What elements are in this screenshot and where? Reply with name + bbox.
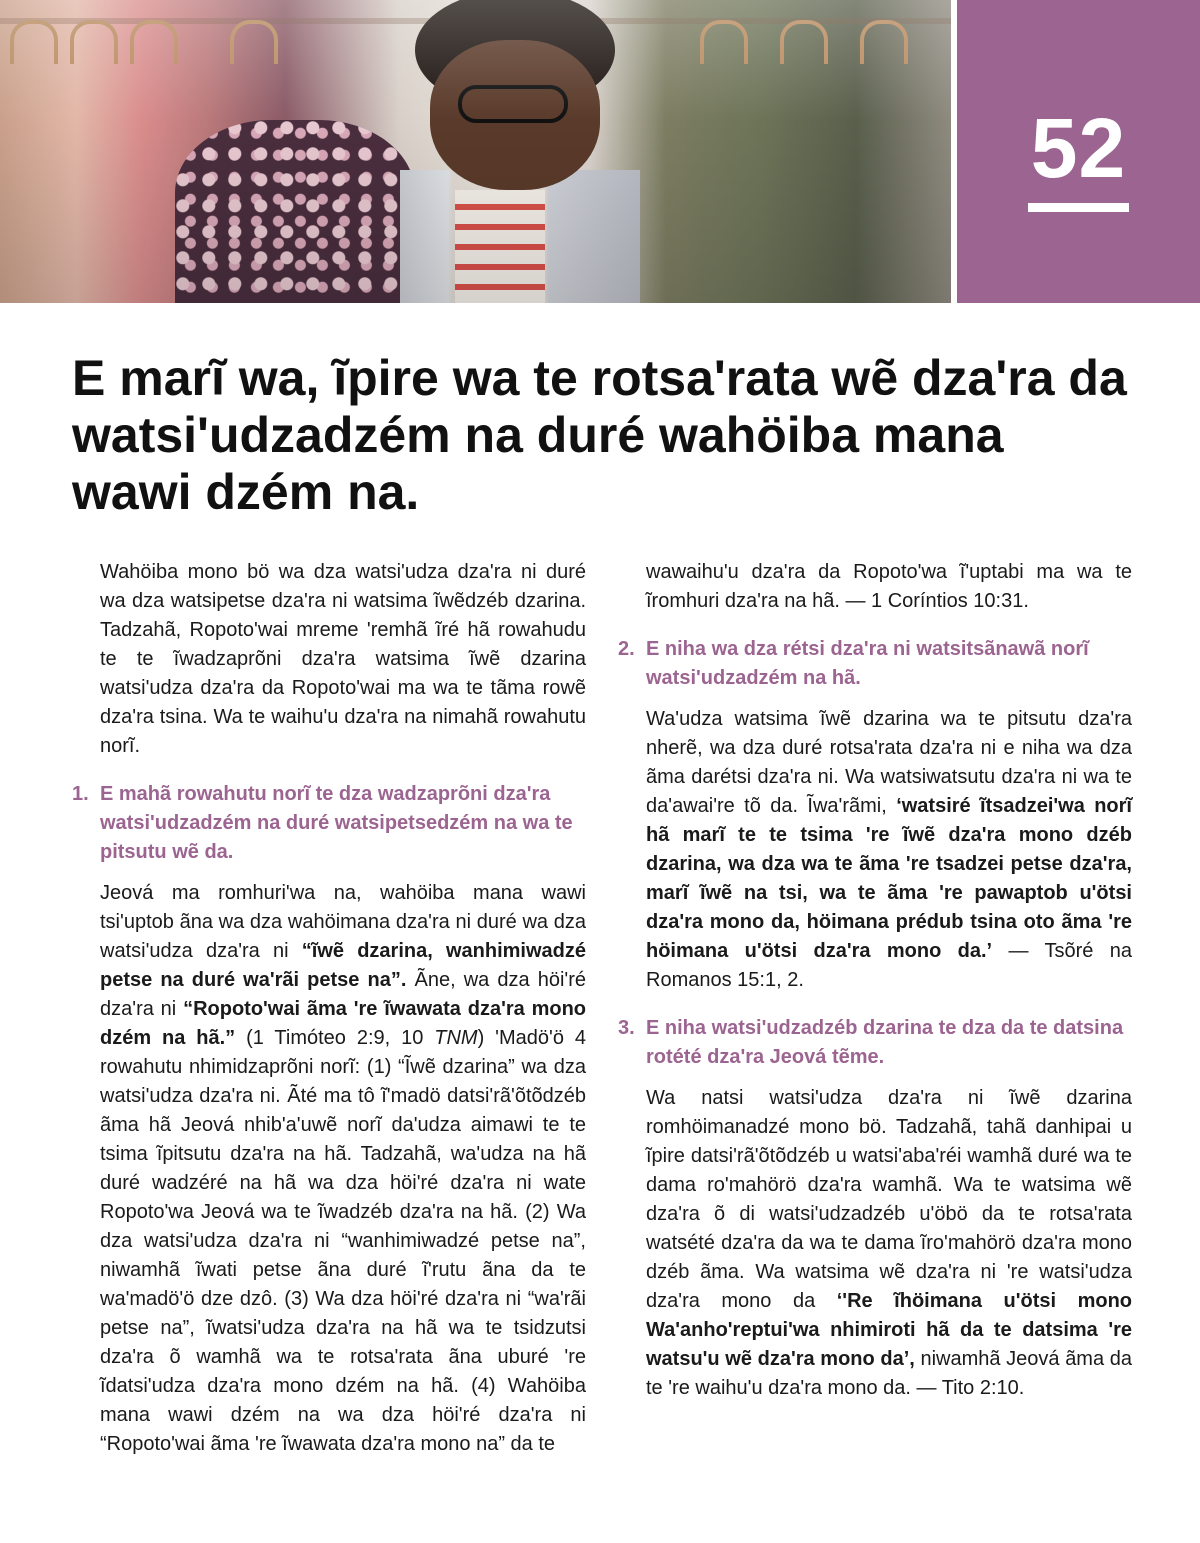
text-run: Wa'udza watsima ĩwẽ dzarina wa te pitsutu dza'ra nherẽ, wa dza duré rotsa'rata dza'ra ni e niha wa dza ãma darétsi dza'ra ni. Wa watsiwatsutu dza'ra ni wa te da'awai're tõ da. Ĩwa'rãmi,: [646, 708, 1132, 817]
heading-number: 2.: [618, 638, 635, 660]
paragraph: [646, 1084, 1132, 1403]
text-run: (1 Timóteo 2:9, 10: [235, 1027, 435, 1049]
bold-quote: “ĩwẽ dzarina, wanhimiwadzé petse na duré wa'rãi petse na”.: [100, 940, 586, 991]
text-run: wawaihu'u dza'ra da Ropoto'wa ĩ'uptabi ma wa te ĩromhuri dza'ra na hã. — 1 Coríntios 10:31.: [646, 561, 1132, 612]
heading-text: E mahã rowahutu norĩ te dza wadzaprõni dza'ra watsi'udzadzém na duré watsipetsedzém na wa te pitsutu wẽ da.: [100, 783, 573, 863]
lesson-number-badge: [957, 0, 1200, 303]
heading-number: 1.: [72, 783, 89, 805]
paragraph: [100, 558, 586, 761]
section-heading: [72, 780, 586, 867]
text-run: niwamhã Jeová ãma da te 're waihu'u dza'ra mono da. — Tito 2:10.: [646, 1348, 1132, 1399]
paragraph: [646, 558, 1132, 616]
paragraph: [646, 705, 1132, 995]
right-column: [618, 558, 1132, 1422]
text-run: — Tsõré na Romanos 15:1, 2.: [646, 940, 1132, 991]
page-title: E marĩ wa, ĩpire wa te rotsa'rata wẽ dza'ra da watsi'udzadzém na duré wahöiba mana wawi dzém na.: [72, 350, 1127, 520]
text-run: Wahöiba mono bö wa dza watsi'udza dza'ra ni duré wa dza watsipetse dza'ra ni watsima ĩwẽdzéb dzarina. Tadzahã, Ropoto'wai mreme 'remhã ĩré hã rowahudu te te ĩwadzaprõni dza'ra watsima ĩwẽ dzarina watsi'udza dza'ra da Ropoto'wai ma wa te tãma rowẽ dza'ra tsina. Wa te waihu'u dza'ra na nimahã rowahutu norĩ.: [100, 561, 586, 757]
bold-quote: ‘'Re ĩhöimana u'ötsi mono Wa'anho'reptui'wa nhimiroti hã da te datsima 're watsu'u wẽ dza'ra mono da’,: [646, 1290, 1132, 1370]
section-heading: [618, 635, 1132, 693]
lesson-number: 52: [1030, 101, 1127, 195]
bold-quote: “Ropoto'wai ãma 're ĩwawata dza'ra mono dzém na hã.”: [100, 998, 587, 1049]
text-run: Wa natsi watsi'udza dza'ra ni ĩwẽ dzarina romhöimanadzé mono bö. Tadzahã, tahã danhipai u ĩpire datsi'rã'õtõdzéb u watsi'aba'réi wamhã duré wa te dama ro'mahörö dza'ra wamhã. Wa te watsima wẽ dza'ra õ di watsi'udzadzéb u'öbö da te rotsa'rata watsété dza'ra da wa te dama ĩro'mahörö dza'ra mono dzéb ãma. Wa watsima wẽ dza'ra ni 're watsi'udza dza'ra mono da: [646, 1087, 1132, 1312]
text-run: Ãne, wa dza höi'ré dza'ra ni: [100, 969, 586, 1020]
text-run: TNM: [434, 1027, 478, 1049]
paragraph: [100, 879, 586, 1459]
heading-text: E niha wa dza rétsi dza'ra ni watsitsãnawã norĩ watsi'udzadzém na hã.: [646, 638, 1089, 689]
heading-number: 3.: [618, 1017, 635, 1039]
section-heading: [618, 1014, 1132, 1072]
lesson-number-underline: [1028, 203, 1129, 212]
heading-text: E niha watsi'udzadzéb dzarina te dza da te datsina rotété dza'ra Jeová tẽme.: [646, 1017, 1124, 1068]
bold-quote: ‘watsiré ĩtsadzei'wa norĩ hã marĩ te te tsima 're ĩwẽ dza'ra mono dzéb dzarina, wa dza wa te ãma 're tsadzei petse dza'ra, marĩ ĩwẽ na tsi, wa te ãma 're pawaptob u'ötsi dza'ra mono da, höimana prédub tsina oto ãma 're höimana u'ötsi dza'ra mono da.’: [646, 795, 1132, 962]
text-run: Jeová ma romhuri'wa na, wahöiba mana wawi tsi'uptob ãna wa dza wahöimana dza'ra ni duré wa dza watsi'udza dza'ra ni: [100, 882, 586, 962]
header-photo: [0, 0, 951, 303]
text-run: ) 'Madö'ö 4 rowahutu nhimidzaprõni norĩ: (1) “Ĩwẽ dzarina” wa dza watsi'udza dza'ra ni. Ãté ma tô ĩ'madö datsi'rã'õtõdzéb ãma hã Jeová nhib'a'uwẽ norĩ da'udza aimawi te te tsima ĩpitsutu dza'ra na hã. Tadzahã, wa'udza na hã duré wadzéré na hã wa dza höi'ré dza'ra ni wate Ropoto'wa Jeová wa te ĩwadzéb dza'ra na hã. (2) Wa dza watsi'udza dza'ra ni “wanhimiwadzé petse na”, niwamhã ĩwati petse ãna duré ĩ'rutu ãna da te wa'madö'ö dze dzô. (3) Wa dza höi'ré dza'ra ni “wa'rãi petse na”, ĩwatsi'udza dza'ra na hã wa te tsidzutsi dza'ra õ wamhã wa te rotsa'rata ãna uburé 're ĩdatsi'udza dza'ra mono dzém na hã. (4) Wahöiba mana wawi dzém na wa dza höi'ré dza'ra ni “Ropoto'wai ãma 're ĩwawata dza'ra mono na” da te: [100, 1027, 586, 1455]
left-column: [72, 558, 587, 1478]
